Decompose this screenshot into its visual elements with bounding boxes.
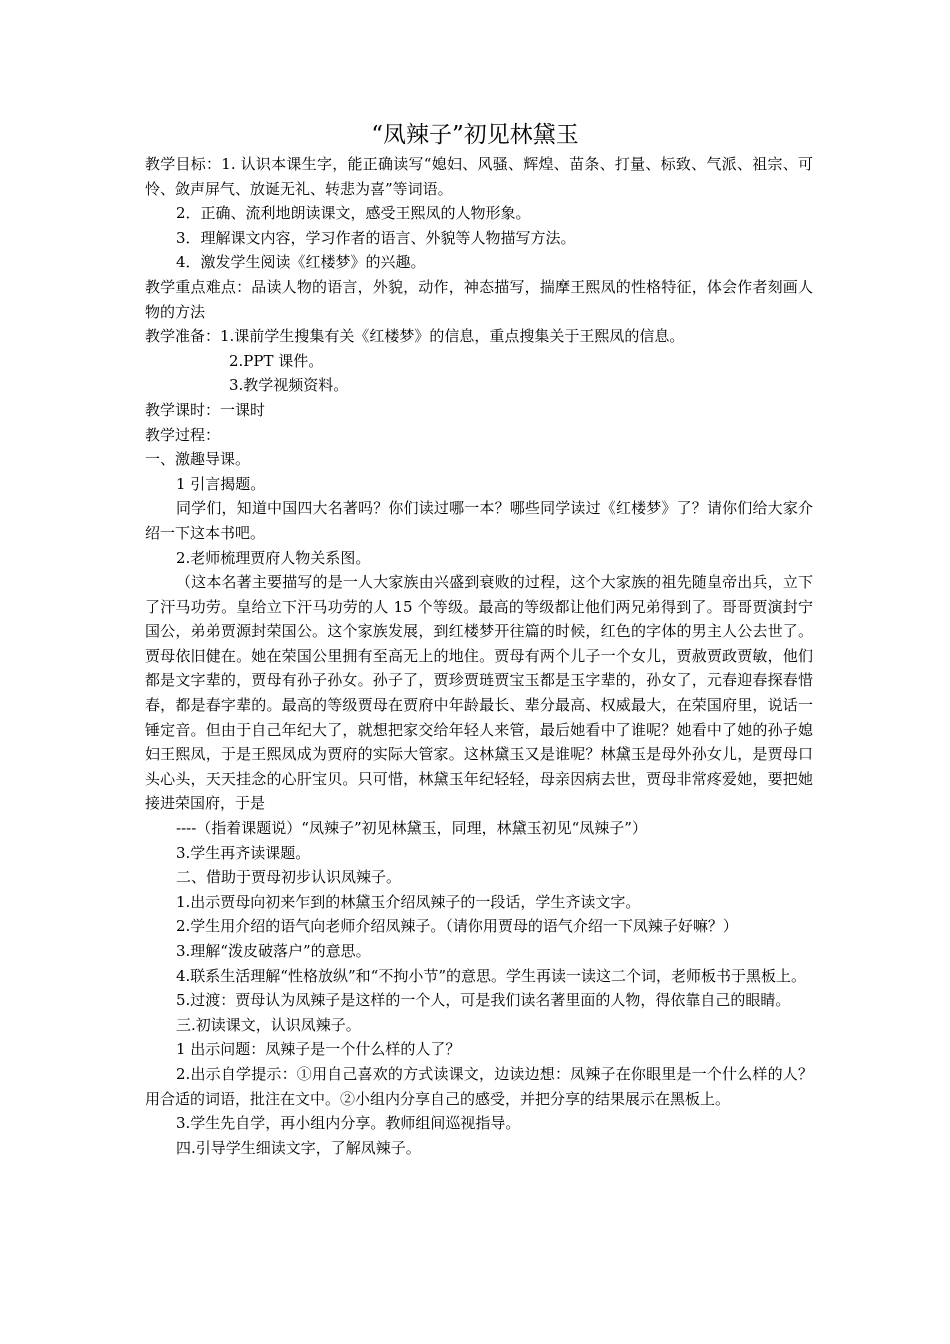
- paragraph: 教学目标：1. 认识本课生字，能正确读写“媳妇、风骚、辉煌、苗条、打量、标致、气派、祖宗、可怜、敛声屏气、放诞无礼、转悲为喜”等词语。: [145, 155, 813, 198]
- paragraph: 2.学生用介绍的语气向老师介绍凤辣子。（请你用贾母的语气介绍一下凤辣子好嘛？）: [176, 917, 738, 936]
- document-title: “凤辣子”初见林黛玉: [371, 122, 579, 148]
- paragraph: 四.引导学生细读文字，了解凤辣子。: [176, 1138, 421, 1157]
- paragraph: 1 引言揭题。: [176, 474, 266, 493]
- paragraph: 教学课时：一课时: [145, 400, 266, 419]
- paragraph: 2.出示自学提示：①用自己喜欢的方式读课文，边读边想：凤辣子在你眼里是一个什么样的人？用合适的词语，批注在文中。②小组内分享自己的感受，并把分享的结果展示在黑板上。: [145, 1064, 813, 1108]
- paragraph: 1 出示问题：凤辣子是一个什么样的人了？: [176, 1040, 461, 1059]
- paragraph: 4．激发学生阅读《红楼梦》的兴趣。: [176, 253, 426, 272]
- document-body: [145, 152, 813, 1160]
- paragraph: 2.PPT 课件。: [229, 351, 324, 370]
- paragraph: 教学重点难点：品读人物的语言，外貌，动作，神态描写，揣摩王熙凤的性格特征，体会作者刻画人物的方法: [145, 277, 813, 321]
- paragraph: 3.学生再齐读课题。: [176, 843, 311, 862]
- paragraph: 3.学生先自学，再小组内分享。教师组间巡视指导。: [176, 1114, 521, 1133]
- paragraph: 3.理解“泼皮破落户”的意思。: [176, 942, 371, 960]
- paragraph: 教学过程：: [145, 425, 221, 444]
- paragraph: 4.联系生活理解“性格放纵”和“不拘小节”的意思。学生再读一读这二个词，老师板书于黑板上。: [176, 966, 806, 985]
- paragraph: 3．理解课文内容，学习作者的语言、外貌等人物描写方法。: [176, 228, 576, 247]
- paragraph: （这本名著主要描写的是一人大家族由兴盛到衰败的过程，这个大家族的祖先随皇帝出兵，立下了汗马功劳。皇给立下汗马功劳的人 15 个等级。最高的等级都让他们两兄弟得到了。哥哥贾演封宁国公，弟弟贾源封荣国公。这个家族发展，到红楼梦开往篇的时候，红色的字体的男主人公去世了。贾母依旧健在。她在荣国公里拥有至高无上的地住。贾母有两个儿子一个女儿，贾赦贾政贾敏，他们都是文字辈的，贾母有孙子孙女。孙子了，贾珍贾琏贾宝玉都是玉字辈的，孙女了，元春迎春探春惜春，都是春字辈的。最高的等级贾母在贾府中年龄最长、辈分最高、权威最大，在荣国府里，说话一锤定音。但由于自己年纪大了，就想把家交给年轻人来管，最后她看中了谁呢？她看中了她的孙子媳妇王熙凤，于是王熙凤成为贾府的实际大管家。这林黛玉又是谁呢？林黛玉是母外孙女儿，是贾母口头心头，天天挂念的心肝宝贝。只可惜，林黛玉年纪轻轻，母亲因病去世，贾母非常疼爱她，要把她接进荣国府，于是: [145, 573, 813, 813]
- paragraph: 1.出示贾母向初来乍到的林黛玉介绍凤辣子的一段话，学生齐读文字。: [176, 892, 641, 911]
- paragraph: 二、借助于贾母初步认识凤辣子。: [176, 868, 402, 887]
- paragraph: 5.过渡：贾母认为凤辣子是这样的一个人，可是我们读名著里面的人物，得依靠自己的眼睛。: [176, 991, 791, 1010]
- paragraph: 教学准备：1.课前学生搜集有关《红楼梦》的信息，重点搜集关于王熙凤的信息。: [145, 327, 685, 346]
- paragraph: 一、激趣导课。: [145, 450, 251, 469]
- paragraph: 三.初读课文，认识凤辣子。: [176, 1015, 361, 1034]
- paragraph: ----（指着课题说）“凤辣子”初见林黛玉，同理，林黛玉初见“凤辣子”）: [176, 819, 647, 838]
- paragraph: 3.教学视频资料。: [229, 376, 349, 395]
- paragraph: 2．正确、流利地朗读课文，感受王熙凤的人物形象。: [176, 204, 531, 223]
- paragraph: 同学们，知道中国四大名著吗？你们读过哪一本？哪些同学读过《红楼梦》了？请你们给大家介绍一下这本书吧。: [145, 499, 813, 542]
- paragraph: 2.老师梳理贾府人物关系图。: [176, 548, 371, 567]
